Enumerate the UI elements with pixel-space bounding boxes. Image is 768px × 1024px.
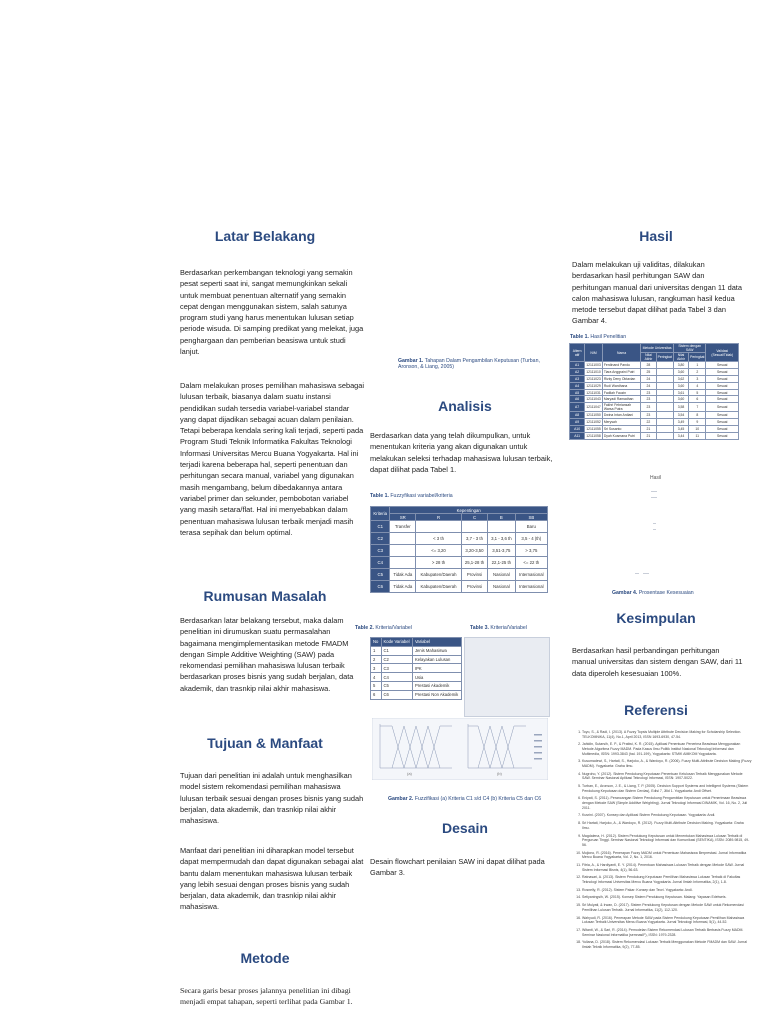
table1-level: SB: [515, 514, 547, 521]
table1-cell: 3,51-3,75: [488, 545, 516, 557]
table4-cell-p2: 11: [689, 433, 706, 440]
table1-cell: Nasional: [488, 581, 516, 593]
reference-item: 14. Setiyaningsih, W. (2015). Konsep Sistem Pendukung Keputusan. Malang: Yayasan Edelweis.: [582, 895, 752, 900]
reference-item: 7. Kusrini. (2007). Konsep dan Aplikasi Sistem Pendukung Keputusan. Yogyakarta: Andi.: [582, 813, 752, 818]
table4-cell-p1: [656, 382, 673, 389]
table4-cell-n2: 3,58: [673, 403, 688, 412]
table4-cell-n2: 3,60: [673, 382, 688, 389]
table4-cell-nama: Merysah: [602, 419, 640, 426]
table2-variabel: IPK: [412, 664, 461, 673]
table-row: [570, 433, 739, 440]
table4-cell-nim: 12111047: [585, 403, 603, 412]
table1-cell: <= 3,20: [416, 545, 462, 557]
table1-header-kepentingan: Kepentingan: [390, 507, 548, 514]
table4-cell-p1: [656, 396, 673, 403]
table4-cell-p2: 9: [689, 419, 706, 426]
table4-cell-nim: 12111029: [586, 383, 601, 388]
table4-header-sistem: Sistem dengan SAW: [673, 344, 706, 353]
table1-cell: > 3,75: [515, 545, 547, 557]
table4-cell-alt: A4: [570, 382, 585, 389]
referensi-title: Referensi: [624, 702, 688, 718]
table4-cell-n2: 3,45: [673, 426, 688, 433]
table4-cell-alt: A9: [570, 419, 585, 426]
table4-cell-v: Sesuai: [706, 389, 739, 396]
table4-cell-n1: 24: [641, 382, 656, 389]
table1-cell: Transfer: [390, 521, 416, 533]
table1-cell: Tidak Ada: [390, 581, 416, 593]
table4-cell-nim: 12111058: [586, 433, 601, 438]
table2-no: 1: [371, 646, 382, 655]
table-row: [371, 646, 462, 655]
reference-item: 2. Jahidin, Sutarsih, E. P., & Pratiwi, K. R. (2015). Aplikasi Penentuan Penerima Beasiswa Menggunakan Metode Algoritma Fuzzy MADM. Pada Kasus Ilmu Politik Institut Nasional Teknologi Informasi dan Multimedia, ISSN: 1993-3843 (hal. 191-199), Yogyakarta: STMIK AMIKOM Yogyakarta.: [582, 742, 752, 756]
table4-cell-p1: [656, 412, 673, 419]
table2-kode: C1: [381, 646, 412, 655]
table1-cell: > 28 th: [416, 557, 462, 569]
table4-cell-nim: 12111043: [586, 397, 601, 402]
table1-kriteria: C1: [371, 521, 390, 533]
table4-cell-p2: 6: [689, 396, 706, 403]
table4-cell-nama: Maryadi Ramadhan: [602, 396, 640, 403]
table-row: [371, 581, 548, 593]
table1-cell: Kabupaten/Daerah: [416, 581, 462, 593]
table4-cell-alt: A3: [570, 375, 585, 382]
table4-cell-nim: 12111010: [586, 369, 601, 374]
table4-header-nilai1: Nilai Akhir: [641, 353, 656, 362]
table2-variabel: Usia: [412, 673, 461, 682]
table4-cell-alt: A11: [570, 433, 585, 440]
table-row: [371, 673, 462, 682]
table-row: [570, 368, 739, 375]
table4-cell-v: Sesuai: [706, 419, 739, 426]
table-row: [371, 533, 548, 545]
table4-cell-nama: Fakhri Febriansah Warsa Putra: [602, 403, 640, 412]
reference-item: 18. Yuliana, D. (2018). Sistem Rekomendasi Lulusan Terbaik Menggunakan Metode FMADM dan SAW. Jurnal Ilmiah Teknik Informatika, 9(2), 77-85.: [582, 940, 752, 949]
reference-item: 12. Ratnasari, A. (2013). Sistem Pendukung Keputusan Pemilihan Mahasiswa Lulusan Terbaik di Fakultas Teknologi Informasi Universitas Mercu Buana Yogyakarta. Jurnal Ilmiah Informatika, 2(1), 1-8.: [582, 875, 752, 884]
fuzzifikasi-diagram: [372, 718, 548, 780]
table2-kode: C2: [381, 655, 412, 664]
table4-cell-p2: 1: [689, 362, 706, 369]
table1-level: SR: [390, 514, 416, 521]
table1-level: B: [488, 514, 516, 521]
table1-cell: [390, 557, 416, 569]
table1-cell: 3,7 - 3 th: [461, 533, 487, 545]
table4-cell-n1: 25: [641, 368, 656, 375]
reference-item: 1. Toyo, S., & Radi, I. (2013). A Fuzzy Topsis Multiple Attribute Decision Making for Scholarship Selection. TELKOMNIKA, 11(4), No.1, April 2013, ISSN 1693-6930, 47-54.: [582, 730, 752, 739]
table4-cell-n1: 21: [641, 433, 656, 440]
table4-header-alternatif: Altern atif: [570, 344, 585, 362]
table4-cell-nama: Rudi Wardhana: [602, 382, 640, 389]
fig-b-label: (b): [497, 771, 502, 776]
table4-cell-v: Sesuai: [706, 368, 739, 375]
table4-caption: Table 1. Hasil Penelitian: [570, 334, 627, 340]
table4-cell-n1: 28: [641, 362, 656, 369]
table1-cell: < 3 th: [416, 533, 462, 545]
table4-header-peringkat2: Peringkat: [689, 353, 706, 362]
table4-cell-n1: 23: [641, 412, 656, 419]
table4-cell-n2: 3,80: [673, 362, 688, 369]
analisis-title: Analisis: [438, 398, 492, 414]
table2-kode: C5: [381, 681, 412, 690]
table1-kriteria: C4: [371, 557, 390, 569]
table1-cell: 3,5 - 4 (th): [515, 533, 547, 545]
table4-cell-nim: 12111050: [586, 413, 601, 418]
table4-cell-n2: 3,61: [673, 389, 688, 396]
table1-kriteria: C3: [371, 545, 390, 557]
table4-cell-v: Sesuai: [706, 433, 739, 440]
table1-kriteria: C6: [371, 581, 390, 593]
table4-cell-p1: [656, 368, 673, 375]
table4-cell-p2: 5: [689, 389, 706, 396]
table2-no: 2: [371, 655, 382, 664]
table4-cell-nim: 12111052: [586, 420, 601, 425]
table1-level: R: [416, 514, 462, 521]
table4-cell-p1: [656, 426, 673, 433]
table2-variabel: Jenis Mahasiswa: [412, 646, 461, 655]
table4-cell-nama: Dyah Kusmana Putri: [602, 433, 640, 440]
kesimpulan-title: Kesimpulan: [616, 610, 696, 626]
fuzzyfikasi-table: [370, 506, 548, 593]
table4-cell-n2: 3,44: [673, 433, 688, 440]
reference-item: 4. Nugroho, Y. (2012). Sistem Pendukung Keputusan Penentuan Kelulusan Terbaik Menggunakan Metode SAW. Seminar Nasional Aplikasi Teknologi Informasi, ISSN: 1907-5022.: [582, 772, 752, 781]
table4-cell-p1: [656, 403, 673, 412]
table4-cell-p2: 4: [689, 382, 706, 389]
gambar4-caption: Gambar 4. Prosentase Kesesuaian: [612, 590, 694, 596]
table1-cell: [416, 521, 462, 533]
table3-caption: Table 3. Kriteria/Variabel: [470, 625, 527, 631]
table-row: [371, 681, 462, 690]
table4-header-validasi: Validasi (Sesuai/Tidak): [706, 344, 739, 362]
table-row: [570, 412, 739, 419]
table4-header-nama: Nama: [602, 344, 640, 362]
table2-no: 4: [371, 673, 382, 682]
table4-cell-alt: A10: [570, 426, 585, 433]
table-row: [570, 375, 739, 382]
reference-list: [572, 730, 752, 953]
table4-cell-alt: A5: [570, 389, 585, 396]
table1-cell: Internasional: [515, 581, 547, 593]
table4-cell-alt: A7: [570, 403, 585, 412]
table1-level: C: [461, 514, 487, 521]
table4-cell-p1: [656, 419, 673, 426]
table4-cell-p1: [656, 375, 673, 382]
reference-item: 16. Wahyudi, R. (2016). Penerapan Metode SAW pada Sistem Pendukung Keputusan Pemilihan Mahasiswa Lulusan Terbaik Universitas Mercu Buana Yogyakarta. Jurnal Teknologi Informasi, 5(1), 44-52.: [582, 916, 752, 925]
reference-item: 13. Rosnelly, R. (2012). Sistem Pakar: Konsep dan Teori. Yogyakarta: Andi.: [582, 888, 752, 893]
table1-cell: [461, 521, 487, 533]
table-row: [570, 419, 739, 426]
latar-paragraph-2: Dalam melakukan proses pemilihan mahasiswa sebagai lulusan terbaik, biasanya dalam suatu instansi pendidikan sudah tersedia variabel-variabel standar yang dapat dijadikan sebagai acuan dalam penilaian. Tetapi beberapa kendala sering kali terjadi, seperti pada Program Studi Teknik Informatika Fakultas Teknologi Informasi Universitas Mercu Buana Yogyakarta. Hal ini terjadi karena beberapa hal, seperti penentuan dan perhitungan secara manual, variabel yang digunakan masih mengambang, belum dibedakannya antara variabel primer dan sekunder, pembobotan variabel yang masih setara/flat. Hal ini menyebabkan dalam penentuan mahasiswa lulusan terbaik menjadi masih terasa sepihak dan belum optimal.: [180, 381, 365, 537]
latar-title: Latar Belakang: [214, 228, 316, 244]
table1-caption: Table 1. Fuzzyfikasi variabel/kriteria: [370, 493, 453, 499]
table2-variabel: Kelayakan Lulusan: [412, 655, 461, 664]
hasil-penelitian-table: [569, 343, 739, 440]
table4-cell-n2: 3,60: [673, 396, 688, 403]
table1-cell: <= 22 th: [515, 557, 547, 569]
reference-item: 8. Sri Hartati, Harjoko, A., & Wardoyo, R. (2012). Fuzzy Multi-Attribute Decision Making. Yogyakarta: Graha Ilmu.: [582, 821, 752, 830]
metode-paragraph: Secara garis besar proses jalannya penelitian ini dibagi menjadi empat tahapan, seperti terlihat pada Gambar 1.: [180, 986, 353, 1007]
reference-item: 17. Witanti, W., & Sari, R. (2014). Pemodelan Sistem Rekomendasi Lulusan Terbaik Berbasis Fuzzy MADM. Seminar Nasional Informatika (semnasIF), ISSN: 1979-2328.: [582, 928, 752, 937]
table4-cell-nim: 12111055: [586, 427, 601, 432]
table-row: [570, 382, 739, 389]
table1-cell: 3,1 - 3,6 th: [488, 533, 516, 545]
table4-header-nim: NIM: [585, 344, 603, 362]
table1-cell: Kabupaten/Daerah: [416, 569, 462, 581]
table1-kriteria: C2: [371, 533, 390, 545]
reference-item: 6. Eniyati, S. (2011). Perancangan Sistem Pendukung Pengambilan Keputusan untuk Penerimaan Beasiswa dengan Metode SAW (Simple Additive Weighting). Jurnal Teknologi Informasi DINAMIK, Vol. 16, No. 2, Juli 2011.: [582, 796, 752, 810]
table4-cell-p2: 3: [689, 375, 706, 382]
chart-small-title: Hasil: [650, 475, 662, 481]
tujuan-paragraph-1: Tujuan dari penelitian ini adalah untuk menghasilkan model sistem rekomendasi pemilihan mahasiswa lulusan terbaik sesuai dengan proses bisnis yang sudah berjalan, data akademik, dan trasnkip nilai akhir mahasiswa.: [180, 771, 364, 826]
table4-cell-v: Sesuai: [706, 375, 739, 382]
table1-header-kriteria: Kriteria: [371, 507, 390, 521]
table2-kode: C4: [381, 673, 412, 682]
table1-cell: Baru: [515, 521, 547, 533]
table4-cell-v: Sesuai: [706, 403, 739, 412]
table-row: [371, 664, 462, 673]
reference-item: 3. Kusumadewi, S., Hartati, S., Harjoko, A., & Wardoyo, R. (2006). Fuzzy Multi-Attribute Decision Making (Fuzzy MADM). Yogyakarta: Graha Ilmu.: [582, 759, 752, 768]
table-row: [570, 396, 739, 403]
table4-cell-v: Sesuai: [706, 362, 739, 369]
table4-cell-n1: 22: [641, 419, 656, 426]
table4-cell-v: Sesuai: [706, 382, 739, 389]
rumusan-title: Rumusan Masalah: [203, 588, 327, 604]
table-row: [371, 557, 548, 569]
table4-cell-alt: A8: [570, 412, 585, 419]
table4-cell-p2: 2: [689, 368, 706, 375]
reference-item: 15. Sri Mulyati, & Irwan, D. (2017). Sistem Pendukung Keputusan dengan Metode SAW untuk Rekomendasi Pemilihan Lulusan Terbaik. Jurnal Informatika, 11(2), 112-120.: [582, 903, 752, 912]
table4-cell-n1: 23: [641, 389, 656, 396]
table4-cell-nama: Ferdinand Pandu: [602, 362, 640, 369]
table4-cell-nama: Dwina Intan Ardiani: [602, 412, 640, 419]
table-row: [371, 521, 548, 533]
table4-cell-p2: 8: [689, 412, 706, 419]
table2-header-no: No: [371, 638, 382, 647]
table4-cell-p1: [656, 433, 673, 440]
table1-cell: Provinsi: [461, 581, 487, 593]
table4-cell-n2: 3,62: [673, 375, 688, 382]
hasil-title: Hasil: [639, 228, 673, 244]
table4-cell-v: Sesuai: [706, 396, 739, 403]
table1-cell: [390, 545, 416, 557]
table4-cell-alt: A2: [570, 368, 585, 375]
reference-item: 9. Magdalena, H. (2012). Sistem Pendukung Keputusan untuk Menentukan Mahasiswa Lulusan Terbaik di Perguruan Tinggi. Seminar Nasional Teknologi Informasi dan Komunikasi (SENTIKA), ISSN: 2089-9815, 49-56.: [582, 834, 752, 848]
table2-kode: C6: [381, 690, 412, 699]
table2-kode: C3: [381, 664, 412, 673]
table4-cell-n2: 3,54: [673, 412, 688, 419]
table1-cell: 25,1-28 th: [461, 557, 487, 569]
table2-header-variabel: Variabel: [412, 638, 461, 647]
table-row: [570, 362, 739, 369]
table4-cell-p1: [656, 362, 673, 369]
table4-cell-nama: Fadilah Fauzin: [602, 389, 640, 396]
table2-variabel: Prestasi Akademik: [412, 681, 461, 690]
hasil-paragraph: Dalam melakukan uji validitas, dilakukan berdasarkan hasil perhitungan SAW dan perhitungan manual dari universitas dengan 11 data calon mahasiswa lulusan, rangkuman hasil kedua metode tersebut dapat dilihat pada Tabel 3 dan Gambar 4.: [572, 260, 742, 325]
table1-cell: Provinsi: [461, 569, 487, 581]
table4-cell-n2: 3,60: [673, 368, 688, 375]
rumusan-paragraph: Berdasarkan latar belakang tersebut, maka dalam penelitian ini dirumuskan suatu permasalahan bagaimana mengimplementasikan metode FMADM dengan Simple Additive Weighting (SAW) pada rekomendasi pemilihan mahasiswa lulusan terbaik berdasarkan proses bisnis yang sudah berjalan, data akademik, dan trasnkip nilai akhir mahasiswa.: [180, 616, 354, 693]
gambar2-caption: Gambar 2. Fuzzifikasi (a) Kriteria C1 s/d C4 (b) Kriteria C5 dan C6: [388, 796, 542, 802]
table1-cell: 22,1-25 th: [488, 557, 516, 569]
table-row: [570, 426, 739, 433]
table4-header-nilai2: Nilai Akhir: [673, 353, 688, 362]
table2-no: 6: [371, 690, 382, 699]
table4-cell-nama: Rizky Deny Oktavian: [602, 375, 640, 382]
analisis-paragraph: Berdasarkan data yang telah dikumpulkan, untuk menentukan kriteria yang akan digunakan untuk melakukan seleksi terhadap mahasiswa lulusan terbaik, dapat dilihat pada Tabel 1.: [370, 431, 553, 474]
table4-cell-nim: 12111023: [586, 376, 601, 381]
table1-kriteria: C5: [371, 569, 390, 581]
latar-paragraph-1: Berdasarkan perkembangan teknologi yang semakin pesat seperti saat ini, sangat memungkinkan sekali untuk membuat penentuan alternatif yang semakin cepat dengan menggunakan sistem, salah satunya program studi yang harus menentukan lulusan setiap periode wisuda. Di samping predikat yang melekat, juga penghargaan dan pemberian beasiswa untuk studi lanjut.: [180, 268, 364, 357]
table-row: [570, 389, 739, 396]
table4-cell-n1: 23: [641, 403, 656, 412]
table3-placeholder: [464, 637, 550, 717]
reference-item: 10. Mujiono, R. (2016). Penerapan Fuzzy MADM untuk Penentuan Mahasiswa Berprestasi. Jurnal Informatika Mercu Buana Yogyakarta, Vol. 2, No. 1, 2016.: [582, 851, 752, 860]
desain-paragraph: Desain flowchart penilaian SAW ini dapat dilihat pada Gambar 3.: [370, 857, 545, 878]
reference-item: 11. Fitria, A., & Hardiyanti, E. Y. (2014). Penentuan Mahasiswa Lulusan Terbaik dengan Metode SAW. Jurnal Sistem Informasi Bisnis, 4(1), 56-63.: [582, 863, 752, 872]
table-row: [371, 655, 462, 664]
kesimpulan-paragraph: Berdasarkan hasil perbandingan perhitungan manual universitas dan sistem dengan SAW, dari 11 data diperoleh kesesuaian 100%.: [572, 646, 743, 678]
table4-cell-alt: A6: [570, 396, 585, 403]
table4-cell-n2: 3,49: [673, 419, 688, 426]
table2-variabel: Prestasi Non Akademik: [412, 690, 461, 699]
table4-header-metode-univ: Metode Universitas: [641, 344, 674, 353]
tujuan-title: Tujuan & Manfaat: [207, 735, 323, 751]
table4-cell-n1: 23: [641, 396, 656, 403]
table4-cell-nama: Tiara Anggraini Putri: [602, 368, 640, 375]
table4-cell-p2: 10: [689, 426, 706, 433]
desain-title: Desain: [442, 820, 488, 836]
tujuan-paragraph-2: Manfaat dari penelitian ini diharapkan model tersebut dapat mempermudah dan dapat digunakan sebagai alat bantu dalam menentukan mahasiswa lulusan terbaik yang lebih sesuai dengan proses bisnis yang sudah berjalan, data akademik, dan trasnkip nilai akhir mahasiswa.: [180, 846, 364, 912]
table4-cell-alt: A1: [570, 362, 585, 369]
kesesuaian-chart: [615, 485, 705, 580]
metode-title: Metode: [240, 950, 290, 966]
table2-no: 5: [371, 681, 382, 690]
table2-header-kode: Kode Variabel: [381, 638, 412, 647]
table4-cell-nama: Sri Susanto: [602, 426, 640, 433]
table1-cell: Nasional: [488, 569, 516, 581]
table4-cell-nim: 12111003: [586, 362, 601, 367]
gambar1-caption: Gambar 1. Tahapan Dalam Pengambilan Keputusan (Turban, Aronson, & Liang, 2005): [398, 358, 540, 370]
table4-cell-p2: 7: [689, 403, 706, 412]
table-row: [570, 403, 739, 412]
table1-cell: Internasional: [515, 569, 547, 581]
table2-caption: Table 2. Kriteria/Variabel: [355, 625, 412, 631]
table4-cell-n1: 21: [641, 426, 656, 433]
reference-item: 5. Turban, E., Aronson, J. E., & Liang, T. P. (2005). Decision Support Systems and Intelligent Systems (Sistem Pendukung Keputusan dan Sistem Cerdas), Edisi 7, Jilid 1. Yogyakarta: Andi Offset.: [582, 784, 752, 793]
table-row: [371, 545, 548, 557]
table1-cell: [390, 533, 416, 545]
table4-cell-p1: [656, 389, 673, 396]
variabel-table: [370, 637, 462, 700]
table2-no: 3: [371, 664, 382, 673]
table4-cell-nim: 12111031: [586, 390, 601, 395]
table1-cell: 3,20-3,50: [461, 545, 487, 557]
table-row: [371, 690, 462, 699]
table-row: [371, 569, 548, 581]
table1-cell: [488, 521, 516, 533]
table4-cell-v: Sesuai: [706, 412, 739, 419]
table4-cell-v: Sesuai: [706, 426, 739, 433]
table4-cell-n1: 24: [641, 375, 656, 382]
fig-a-label: (a): [407, 771, 412, 776]
table4-header-peringkat1: Peringkat: [656, 353, 673, 362]
table1-cell: Tidak Ada: [390, 569, 416, 581]
